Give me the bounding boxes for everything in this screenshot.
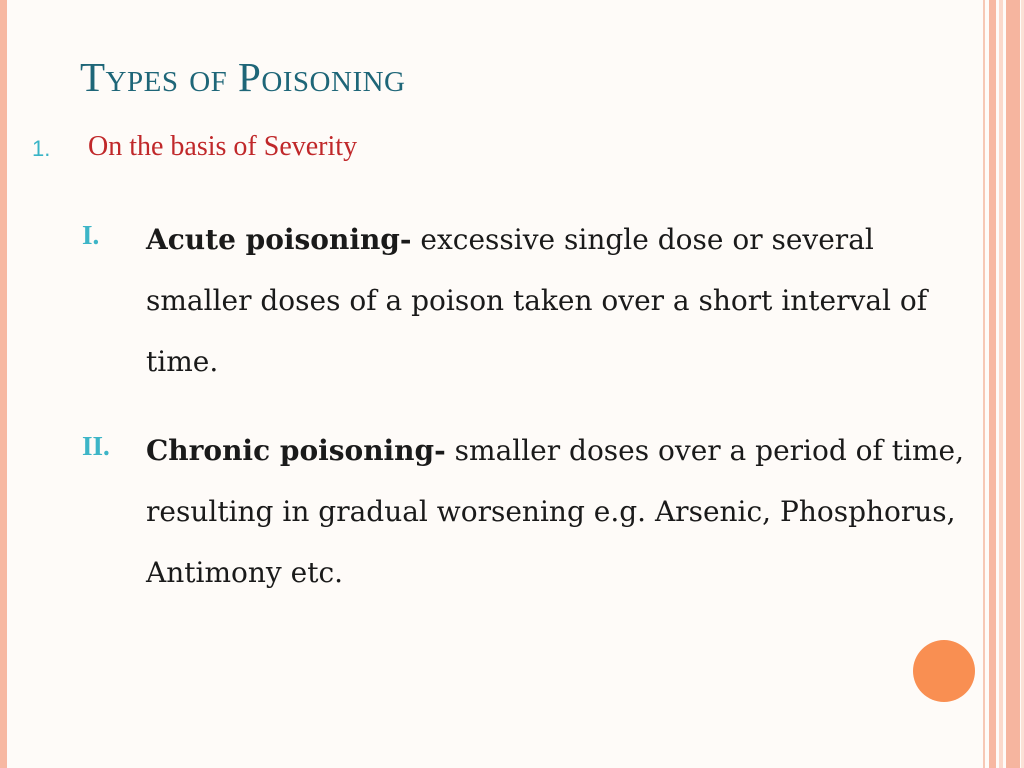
item-description: smaller doses over a period of time, resulting in gradual worsening e.g. Arsenic, Phosphorus, Antimony etc.	[146, 434, 965, 589]
decorative-circle-icon	[913, 640, 975, 702]
list-number: 1.	[32, 136, 51, 161]
right-stripe-decoration	[989, 0, 996, 768]
right-stripe-decoration	[999, 0, 1003, 768]
item-term: Acute poisoning-	[146, 223, 412, 256]
left-border-decoration	[0, 0, 7, 768]
list-item-chronic	[146, 420, 966, 603]
roman-numeral: I.	[82, 220, 100, 250]
slide-title: Types of Poisoning	[80, 54, 406, 100]
roman-numeral: II.	[82, 431, 110, 461]
list-item-acute	[146, 209, 966, 392]
item-description: excessive single dose or several smaller doses of a poison taken over a short interval of time.	[146, 223, 928, 378]
right-stripe-decoration	[983, 0, 985, 768]
subheading: On the basis of Severity	[88, 131, 358, 162]
item-term: Chronic poisoning-	[146, 434, 446, 467]
right-stripe-decoration	[1006, 0, 1020, 768]
